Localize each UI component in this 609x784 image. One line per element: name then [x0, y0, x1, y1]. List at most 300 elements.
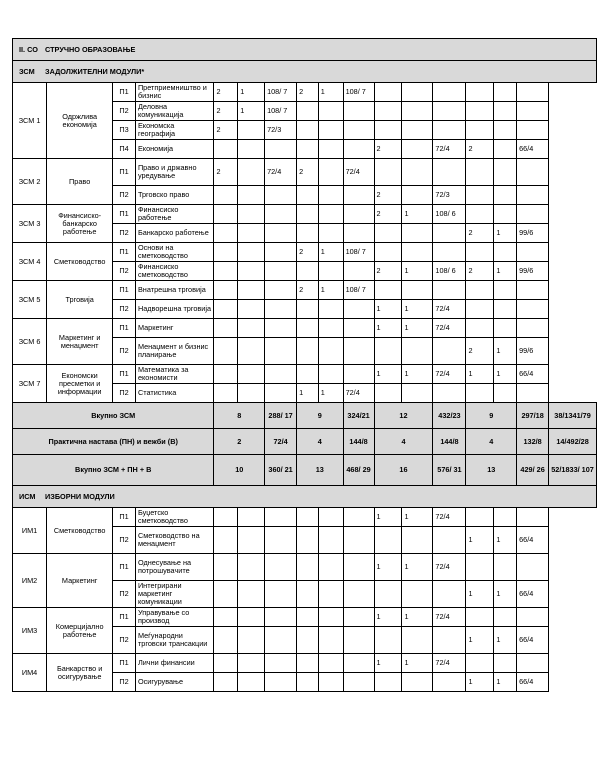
hours-cell: [402, 159, 433, 186]
hours-cell: [466, 608, 494, 627]
summary-value: 10: [214, 455, 265, 486]
subject-code: П2: [113, 186, 136, 205]
hours-cell: [318, 205, 343, 224]
hours-cell: [374, 627, 402, 654]
hours-cell: [265, 140, 297, 159]
table-row: [13, 508, 597, 527]
hours-cell: [517, 300, 549, 319]
hours-cell: 2: [374, 186, 402, 205]
hours-cell: [517, 608, 549, 627]
hours-cell: [374, 83, 402, 102]
hours-cell: [433, 627, 466, 654]
hours-cell: [297, 365, 319, 384]
hours-cell: 1: [494, 262, 517, 281]
hours-cell: [318, 365, 343, 384]
summary-value: 2: [214, 429, 265, 455]
hours-cell: [214, 205, 238, 224]
hours-cell: [297, 300, 319, 319]
hours-cell: [494, 384, 517, 403]
hours-cell: [466, 159, 494, 186]
hours-cell: 2: [214, 83, 238, 102]
hours-cell: [318, 224, 343, 243]
elective-header: [13, 486, 597, 508]
hours-cell: [343, 224, 374, 243]
hours-cell: [214, 281, 238, 300]
hours-cell: [214, 608, 238, 627]
subject-name: Буџетско сметководство: [135, 508, 214, 527]
hours-cell: [214, 140, 238, 159]
hours-cell: [265, 186, 297, 205]
module-code: ИМ4: [13, 654, 47, 692]
hours-cell: [214, 673, 238, 692]
hours-cell: [402, 186, 433, 205]
hours-cell: [466, 554, 494, 581]
hours-cell: 1: [318, 281, 343, 300]
subject-code: П1: [113, 159, 136, 186]
hours-cell: [494, 281, 517, 300]
hours-cell: [214, 654, 238, 673]
subject-name: Претприемништво и бизнис: [135, 83, 214, 102]
hours-cell: 2: [466, 140, 494, 159]
hours-cell: [265, 554, 297, 581]
summary-value: 132/8: [517, 429, 549, 455]
hours-cell: 99/6: [517, 224, 549, 243]
summary-value: 4: [466, 429, 517, 455]
hours-cell: 1: [402, 262, 433, 281]
hours-cell: 72/4: [433, 608, 466, 627]
module-code: ИМ2: [13, 554, 47, 608]
hours-cell: [318, 186, 343, 205]
hours-cell: [402, 527, 433, 554]
hours-cell: 1: [402, 608, 433, 627]
hours-cell: [494, 159, 517, 186]
hours-cell: 72/4: [343, 159, 374, 186]
hours-cell: [343, 102, 374, 121]
hours-cell: [318, 121, 343, 140]
hours-cell: [402, 281, 433, 300]
hours-cell: [402, 83, 433, 102]
hours-cell: 72/3: [265, 121, 297, 140]
subject-code: П1: [113, 554, 136, 581]
hours-cell: 99/6: [517, 338, 549, 365]
summary-value: 4: [374, 429, 433, 455]
summary-value: 9: [466, 403, 517, 429]
hours-cell: 1: [297, 384, 319, 403]
hours-cell: [214, 224, 238, 243]
module-name: Маркетинг и менаџмент: [47, 319, 113, 365]
summary-value: 13: [297, 455, 343, 486]
table-row: [13, 205, 597, 224]
hours-cell: [343, 121, 374, 140]
summary-value: 14/492/28: [549, 429, 597, 455]
hours-cell: [433, 338, 466, 365]
subject-code: П1: [113, 83, 136, 102]
table-row: [13, 365, 597, 384]
hours-cell: [297, 608, 319, 627]
hours-cell: [297, 140, 319, 159]
hours-cell: [494, 186, 517, 205]
hours-cell: [433, 527, 466, 554]
hours-cell: 1: [466, 527, 494, 554]
hours-cell: [494, 319, 517, 338]
hours-cell: 108/ 6: [433, 205, 466, 224]
hours-cell: [517, 121, 549, 140]
hours-cell: [318, 262, 343, 281]
hours-cell: [517, 319, 549, 338]
hours-cell: [297, 338, 319, 365]
hours-cell: [238, 319, 265, 338]
hours-cell: [466, 243, 494, 262]
hours-cell: [374, 281, 402, 300]
hours-cell: 1: [374, 508, 402, 527]
hours-cell: 72/4: [433, 140, 466, 159]
summary-value: 9: [297, 403, 343, 429]
subject-code: П1: [113, 365, 136, 384]
summary-value: 429/ 26: [517, 455, 549, 486]
hours-cell: [214, 581, 238, 608]
hours-cell: [214, 365, 238, 384]
hours-cell: [214, 300, 238, 319]
hours-cell: [374, 121, 402, 140]
summary-row: [13, 429, 597, 455]
hours-cell: [433, 121, 466, 140]
summary-value: 324/21: [343, 403, 374, 429]
subject-code: П1: [113, 281, 136, 300]
hours-cell: [238, 224, 265, 243]
hours-cell: [374, 224, 402, 243]
table-row: [13, 83, 597, 102]
hours-cell: [494, 102, 517, 121]
hours-cell: 1: [466, 365, 494, 384]
hours-cell: 72/4: [433, 554, 466, 581]
hours-cell: [466, 300, 494, 319]
subject-code: П1: [113, 508, 136, 527]
hours-cell: [494, 608, 517, 627]
hours-cell: [374, 102, 402, 121]
hours-cell: [517, 102, 549, 121]
hours-cell: 1: [494, 224, 517, 243]
subject-code: П2: [113, 262, 136, 281]
hours-cell: [402, 121, 433, 140]
hours-cell: [214, 243, 238, 262]
hours-cell: [318, 581, 343, 608]
hours-cell: [402, 140, 433, 159]
hours-cell: 1: [494, 627, 517, 654]
section-code: II. СО: [19, 44, 38, 54]
hours-cell: [265, 608, 297, 627]
subject-name: Управување со производ: [135, 608, 214, 627]
table-row: [13, 608, 597, 627]
module-code: ЗСМ 5: [13, 281, 47, 319]
hours-cell: 72/4: [343, 384, 374, 403]
hours-cell: [343, 338, 374, 365]
hours-cell: [297, 554, 319, 581]
subject-name: Финансиско сметководство: [135, 262, 214, 281]
hours-cell: [517, 654, 549, 673]
hours-cell: 72/3: [433, 186, 466, 205]
subject-name: Финансиско работење: [135, 205, 214, 224]
hours-cell: 66/4: [517, 627, 549, 654]
subject-code: П3: [113, 121, 136, 140]
hours-cell: 72/4: [265, 159, 297, 186]
table-row: [13, 159, 597, 186]
hours-cell: [343, 319, 374, 338]
hours-cell: [343, 365, 374, 384]
hours-cell: [265, 300, 297, 319]
hours-cell: [517, 554, 549, 581]
hours-cell: [466, 83, 494, 102]
hours-cell: [402, 243, 433, 262]
hours-cell: [214, 554, 238, 581]
subject-code: П2: [113, 384, 136, 403]
hours-cell: [318, 319, 343, 338]
hours-cell: 2: [297, 159, 319, 186]
summary-row: [13, 403, 597, 429]
hours-cell: [318, 654, 343, 673]
hours-cell: 1: [466, 581, 494, 608]
subject-code: П2: [113, 581, 136, 608]
hours-cell: [318, 338, 343, 365]
hours-cell: [297, 581, 319, 608]
hours-cell: [374, 527, 402, 554]
hours-cell: 1: [374, 654, 402, 673]
summary-value: 468/ 29: [343, 455, 374, 486]
subject-code: П2: [113, 527, 136, 554]
hours-cell: [238, 527, 265, 554]
hours-cell: [517, 281, 549, 300]
hours-cell: 2: [214, 102, 238, 121]
hours-cell: [238, 627, 265, 654]
hours-cell: [318, 102, 343, 121]
hours-cell: [238, 121, 265, 140]
table-row: [13, 281, 597, 300]
subject-name: Меѓународни трговски трансакции: [135, 627, 214, 654]
module-name: Сметководство: [47, 508, 113, 554]
hours-cell: [343, 527, 374, 554]
hours-cell: [265, 224, 297, 243]
subject-code: П1: [113, 205, 136, 224]
hours-cell: [374, 673, 402, 692]
hours-cell: [433, 243, 466, 262]
hours-cell: [433, 281, 466, 300]
hours-cell: 1: [374, 365, 402, 384]
summary-value: 12: [374, 403, 433, 429]
table-row: [13, 243, 597, 262]
hours-cell: 1: [402, 654, 433, 673]
section-header: [13, 39, 597, 61]
summary-row: [13, 455, 597, 486]
hours-cell: [374, 338, 402, 365]
subject-name: Банкарско работење: [135, 224, 214, 243]
hours-cell: 1: [374, 554, 402, 581]
section-title: ИЗБОРНИ МОДУЛИ: [45, 491, 115, 501]
hours-cell: [433, 581, 466, 608]
hours-cell: [343, 627, 374, 654]
hours-cell: 66/4: [517, 527, 549, 554]
hours-cell: [238, 608, 265, 627]
hours-cell: [374, 159, 402, 186]
hours-cell: 1: [238, 102, 265, 121]
hours-cell: [238, 159, 265, 186]
hours-cell: 108/ 7: [265, 83, 297, 102]
hours-cell: [238, 365, 265, 384]
summary-value: 72/4: [265, 429, 297, 455]
hours-cell: 2: [466, 338, 494, 365]
hours-cell: [297, 527, 319, 554]
hours-cell: [318, 627, 343, 654]
subject-name: Менаџмент и бизнис планирање: [135, 338, 214, 365]
subject-name: Деловна комуникација: [135, 102, 214, 121]
module-code: ЗСМ 3: [13, 205, 47, 243]
hours-cell: [343, 186, 374, 205]
hours-cell: [318, 673, 343, 692]
summary-value: 4: [297, 429, 343, 455]
hours-cell: [238, 243, 265, 262]
summary-value: 576/ 31: [433, 455, 466, 486]
hours-cell: [297, 102, 319, 121]
summary-value: 288/ 17: [265, 403, 297, 429]
hours-cell: 1: [318, 83, 343, 102]
subject-code: П2: [113, 224, 136, 243]
hours-cell: [433, 83, 466, 102]
hours-cell: 1: [402, 205, 433, 224]
subject-code: П1: [113, 243, 136, 262]
hours-cell: [402, 627, 433, 654]
hours-cell: [318, 554, 343, 581]
hours-cell: 1: [494, 365, 517, 384]
hours-cell: [297, 673, 319, 692]
section-title: СТРУЧНО ОБРАЗОВАЊЕ: [45, 44, 136, 54]
subject-name: Маркетинг: [135, 319, 214, 338]
subject-name: Основи на сметководство: [135, 243, 214, 262]
hours-cell: [343, 608, 374, 627]
hours-cell: [494, 243, 517, 262]
hours-cell: 108/ 6: [433, 262, 466, 281]
hours-cell: 2: [374, 140, 402, 159]
hours-cell: [238, 654, 265, 673]
subject-code: П1: [113, 608, 136, 627]
hours-cell: [466, 121, 494, 140]
hours-cell: [265, 673, 297, 692]
hours-cell: [265, 319, 297, 338]
hours-cell: [433, 673, 466, 692]
hours-cell: [297, 654, 319, 673]
hours-cell: [494, 205, 517, 224]
hours-cell: [214, 262, 238, 281]
hours-cell: [318, 159, 343, 186]
hours-cell: [265, 527, 297, 554]
hours-cell: [265, 281, 297, 300]
hours-cell: [517, 186, 549, 205]
hours-cell: 108/ 7: [343, 243, 374, 262]
curriculum-table: [12, 38, 597, 692]
subject-code: П2: [113, 627, 136, 654]
hours-cell: [297, 319, 319, 338]
hours-cell: 72/4: [433, 508, 466, 527]
hours-cell: [265, 205, 297, 224]
hours-cell: 1: [318, 243, 343, 262]
hours-cell: [517, 384, 549, 403]
hours-cell: [238, 300, 265, 319]
hours-cell: [265, 243, 297, 262]
hours-cell: [402, 224, 433, 243]
hours-cell: 1: [494, 527, 517, 554]
hours-cell: [265, 365, 297, 384]
hours-cell: 108/ 7: [265, 102, 297, 121]
hours-cell: [402, 581, 433, 608]
module-name: Одржлива економија: [47, 83, 113, 159]
hours-cell: [238, 140, 265, 159]
hours-cell: 1: [466, 627, 494, 654]
subject-name: Економија: [135, 140, 214, 159]
section-code: ИСМ: [19, 491, 36, 501]
hours-cell: [238, 581, 265, 608]
summary-value: 8: [214, 403, 265, 429]
hours-cell: [466, 654, 494, 673]
hours-cell: [466, 281, 494, 300]
hours-cell: [238, 673, 265, 692]
summary-value: 297/18: [517, 403, 549, 429]
hours-cell: [374, 384, 402, 403]
hours-cell: 2: [297, 83, 319, 102]
module-code: ЗСМ 4: [13, 243, 47, 281]
hours-cell: [265, 338, 297, 365]
hours-cell: [466, 319, 494, 338]
hours-cell: [238, 281, 265, 300]
module-name: Право: [47, 159, 113, 205]
subject-name: Надворешна трговија: [135, 300, 214, 319]
subject-name: Осигурување: [135, 673, 214, 692]
hours-cell: [466, 508, 494, 527]
hours-cell: [214, 186, 238, 205]
hours-cell: [433, 159, 466, 186]
hours-cell: 2: [297, 243, 319, 262]
hours-cell: 2: [214, 121, 238, 140]
hours-cell: [494, 140, 517, 159]
summary-value: 13: [466, 455, 517, 486]
section-code: ЗСМ: [19, 66, 35, 76]
summary-value: 16: [374, 455, 433, 486]
table-row: [13, 319, 597, 338]
hours-cell: 1: [402, 365, 433, 384]
hours-cell: 72/4: [433, 319, 466, 338]
subject-name: Интегрирани маркетинг комуникации: [135, 581, 214, 608]
hours-cell: [343, 205, 374, 224]
subject-name: Право и државно уредување: [135, 159, 214, 186]
hours-cell: 2: [466, 224, 494, 243]
hours-cell: 108/ 7: [343, 83, 374, 102]
hours-cell: [343, 581, 374, 608]
hours-cell: 66/4: [517, 365, 549, 384]
hours-cell: [265, 262, 297, 281]
hours-cell: [374, 581, 402, 608]
hours-cell: [433, 102, 466, 121]
subject-code: П1: [113, 654, 136, 673]
hours-cell: [318, 608, 343, 627]
hours-cell: 1: [318, 384, 343, 403]
hours-cell: [402, 384, 433, 403]
hours-cell: 1: [402, 554, 433, 581]
summary-label: Вкупно ЗСМ + ПН + В: [13, 455, 214, 486]
hours-cell: [517, 508, 549, 527]
hours-cell: 108/ 7: [343, 281, 374, 300]
hours-cell: [318, 527, 343, 554]
hours-cell: [343, 140, 374, 159]
table-row: [13, 654, 597, 673]
hours-cell: [343, 554, 374, 581]
hours-cell: 2: [374, 205, 402, 224]
hours-cell: [265, 581, 297, 608]
